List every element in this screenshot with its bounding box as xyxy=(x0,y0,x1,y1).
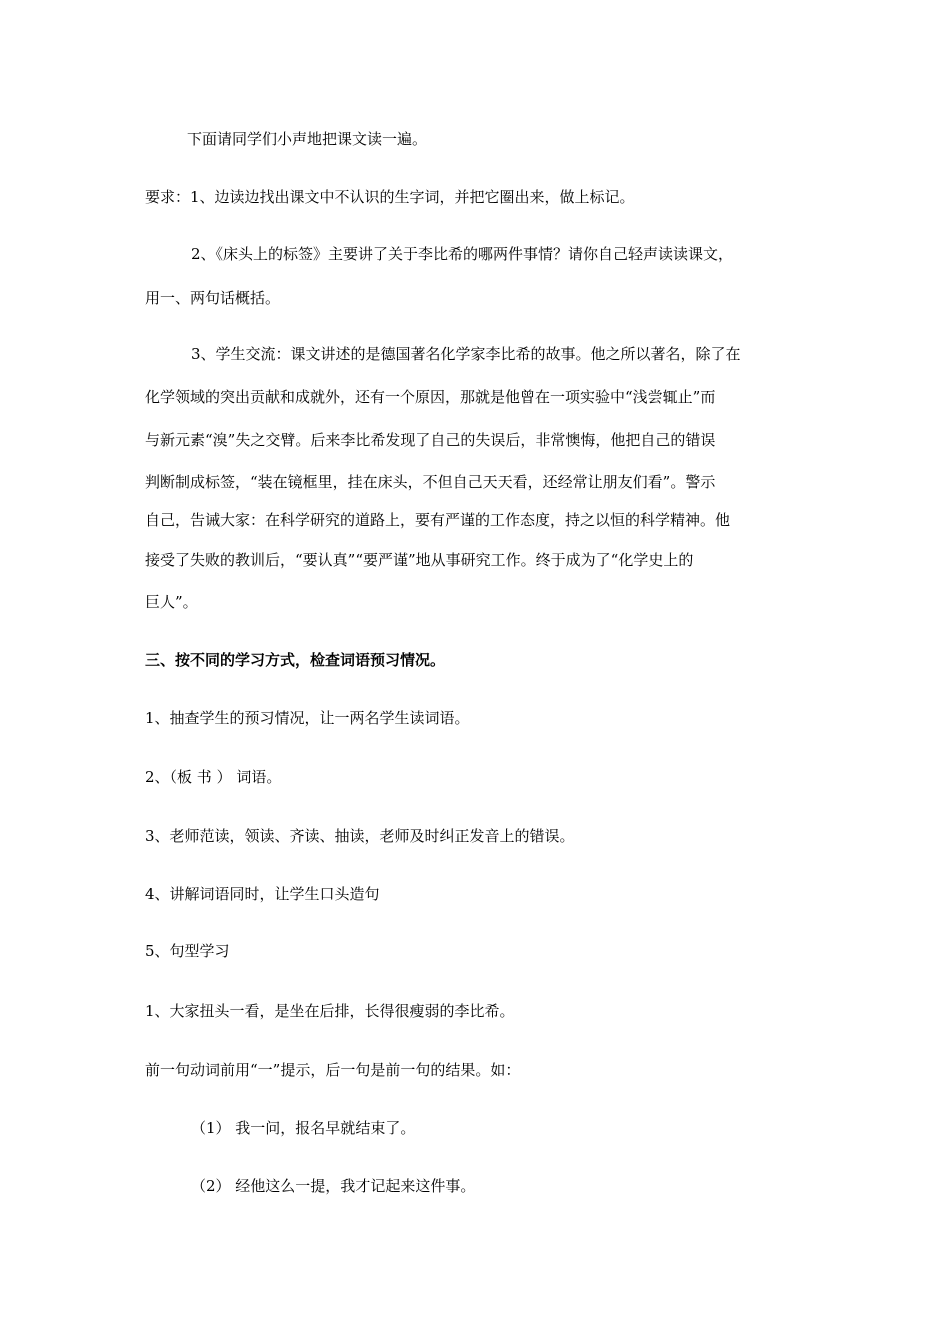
sentence-pattern-example: 1、大家扭头一看，是坐在后排，长得很瘦弱的李比希。 xyxy=(145,1002,515,1020)
exchange-paragraph-line-3: 与新元素“溴”失之交臂。后来李比希发现了自己的失误后，非常懊悔，他把自己的错误 xyxy=(145,431,716,449)
example-1: （1） 我一问，报名早就结束了。 xyxy=(191,1119,416,1137)
exchange-paragraph-line-1: 3、学生交流：课文讲述的是德国著名化学家李比希的故事。他之所以著名，除了在 xyxy=(191,345,741,363)
requirement-2-cont: 用一、两句话概括。 xyxy=(145,289,281,307)
exchange-paragraph-line-6: 接受了失败的教训后，“要认真”“要严谨”地从事研究工作。终于成为了“化学史上的 xyxy=(145,551,694,569)
step-5: 5、句型学习 xyxy=(145,942,230,960)
requirement-1: 要求：1、边读边找出课文中不认识的生字词，并把它圈出来，做上标记。 xyxy=(145,188,635,206)
section-heading-3: 三、按不同的学习方式，检查词语预习情况。 xyxy=(145,651,446,669)
step-1: 1、抽查学生的预习情况，让一两名学生读词语。 xyxy=(145,709,470,727)
step-2: 2、（板 书 ） 词语。 xyxy=(145,768,282,786)
exchange-paragraph-line-4: 判断制成标签，“装在镜框里，挂在床头，不但自己天天看，还经常让朋友们看”。警示 xyxy=(145,473,716,491)
exchange-paragraph-line-5: 自己，告诫大家：在科学研究的道路上，要有严谨的工作态度，持之以恒的科学精神。他 xyxy=(145,511,731,529)
step-4: 4、讲解词语同时，让学生口头造句 xyxy=(145,885,380,903)
exchange-paragraph-line-2: 化学领域的突出贡献和成就外，还有一个原因，那就是他曾在一项实验中“浅尝辄止”而 xyxy=(145,388,716,406)
sentence-pattern-note: 前一句动词前用“一”提示，后一句是前一句的结果。如： xyxy=(145,1061,521,1079)
paragraph-intro: 下面请同学们小声地把课文读一遍。 xyxy=(187,130,428,148)
step-3: 3、老师范读，领读、齐读、抽读，老师及时纠正发音上的错误。 xyxy=(145,827,575,845)
exchange-paragraph-line-7: 巨人”。 xyxy=(145,593,198,611)
example-2: （2） 经他这么一提，我才记起来这件事。 xyxy=(191,1177,476,1195)
requirement-2: 2、《床头上的标签》主要讲了关于李比希的哪两件事情？请你自己轻声读读课文， xyxy=(191,245,734,263)
